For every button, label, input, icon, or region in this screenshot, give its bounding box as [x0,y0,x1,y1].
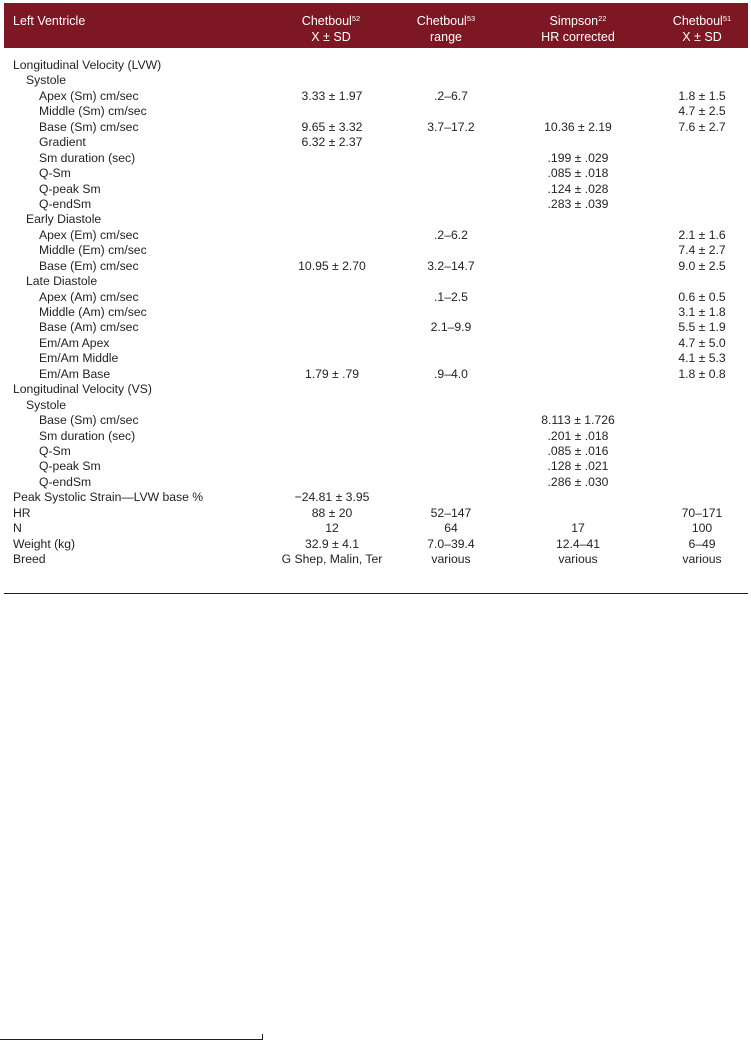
value-cell: 4.7 ± 2.5 [678,104,726,119]
value-cell: 4.7 ± 5.0 [678,335,726,350]
header-subtitle: X ± SD [311,30,351,44]
value-cell: 1.8 ± 0.8 [678,366,726,381]
value-cell: .199 ± .029 [547,150,609,165]
value-cell: 6.32 ± 2.37 [301,135,363,150]
table-row [4,104,748,119]
row-label: Q-Sm [39,443,71,458]
row-label: Peak Systolic Strain—LVW base % [13,490,204,505]
value-cell: 52–147 [430,505,472,520]
value-cell: 1.79 ± .79 [304,366,360,381]
row-label: Em/Am Base [39,366,111,381]
table-row [4,259,748,274]
row-label: Weight (kg) [13,536,76,551]
row-label: N [13,521,22,536]
table-row [4,243,748,258]
header-cell-chetboul-51 [656,13,748,45]
row-label: Sm duration (sec) [39,428,136,443]
row-label: Q-endSm [39,196,92,211]
value-cell: .1–2.5 [434,289,468,304]
crop-mark [0,1039,262,1040]
table-row [4,552,748,584]
header-subtitle: range [430,30,462,44]
value-cell: .085 ± .018 [547,166,609,181]
header-title: Chetboul [301,14,352,28]
value-cell: .286 ± .030 [547,474,609,489]
value-cell: 6–49 [688,536,716,551]
value-cell: 2.1 ± 1.6 [678,227,726,242]
table-row [4,459,748,474]
row-label: Gradient [39,135,86,150]
row-label: Breed [13,552,46,566]
value-cell: various [558,552,598,566]
value-cell: 10.95 ± 2.70 [298,258,366,273]
header-title: Chetboul [672,14,723,28]
table-row [4,197,748,212]
row-label: Middle (Em) cm/sec [39,243,147,258]
value-cell: .124 ± .028 [547,181,609,196]
value-cell: 70–171 [681,505,723,520]
value-cell: .201 ± .018 [547,428,609,443]
table-row [4,382,748,397]
table-row [4,413,748,428]
row-label: Longitudinal Velocity (VS) [13,382,152,397]
value-cell: 64 [444,521,458,536]
value-cell: .2–6.7 [434,88,468,103]
row-label: Apex (Am) cm/sec [39,289,139,304]
value-cell: G Shep, Malin, Ter [281,552,383,566]
table-row [4,58,748,73]
table-row [4,429,748,444]
table-row [4,135,748,150]
row-label: Sm duration (sec) [39,150,136,165]
table-row [4,166,748,181]
value-cell: 9.65 ± 3.32 [301,119,363,134]
row-label: Early Diastole [26,212,102,227]
row-label: Q-peak Sm [39,459,101,474]
table-row [4,290,748,305]
row-label: Q-Sm [39,166,71,181]
header-cell-chetboul-53 [392,13,500,45]
row-label: Middle (Am) cm/sec [39,305,147,319]
row-label: HR [13,505,31,520]
table-body [4,48,748,584]
table-row [4,521,748,536]
value-cell: various [431,552,471,566]
value-cell: 7.6 ± 2.7 [678,119,726,134]
value-cell: 0.6 ± 0.5 [678,289,726,304]
table-row [4,182,748,197]
value-cell: 17 [571,521,585,536]
value-cell: 3.33 ± 1.97 [301,88,363,103]
header-title: Chetboul [416,14,467,28]
header-ref: 53 [466,14,476,23]
row-label: Apex (Sm) cm/sec [39,88,139,103]
value-cell: 12.4–41 [555,536,601,551]
row-label: Systole [26,397,66,412]
table-row [4,537,748,552]
table-row [4,89,748,104]
header-subtitle: HR corrected [541,30,615,44]
table-row [4,367,748,382]
table-row [4,151,748,166]
value-cell: .128 ± .021 [547,459,609,474]
value-cell: .283 ± .039 [547,196,609,211]
value-cell: 7.0–39.4 [427,536,475,551]
row-label: Base (Sm) cm/sec [39,413,139,428]
header-subtitle: X ± SD [682,30,722,44]
table-row [4,73,748,88]
row-label: Longitudinal Velocity (LVW) [13,58,162,72]
table-row [4,398,748,413]
value-cell: 5.5 ± 1.9 [678,320,726,335]
value-cell: 12 [325,521,339,536]
row-label: Late Diastole [26,274,98,289]
value-cell: 9.0 ± 2.5 [678,258,726,273]
table-row [4,475,748,490]
row-label: Base (Am) cm/sec [39,320,139,335]
value-cell: various [682,552,722,566]
data-table [4,3,748,584]
header-cell-simpson-22 [506,13,650,45]
value-cell: 10.36 ± 2.19 [544,119,612,134]
value-cell: 1.8 ± 1.5 [678,88,726,103]
value-cell: 3.2–14.7 [427,258,475,273]
value-cell: 3.1 ± 1.8 [678,305,726,319]
table-row [4,320,748,335]
row-label: Q-endSm [39,474,92,489]
row-label: Base (Sm) cm/sec [39,119,139,134]
table-row [4,305,748,320]
row-label: Systole [26,73,66,88]
table-row [4,212,748,227]
table-row [4,351,748,366]
table-row [4,506,748,521]
value-cell: 88 ± 20 [311,505,353,520]
table-row [4,490,748,505]
value-cell: −24.81 ± 3.95 [294,490,370,505]
row-label: Q-peak Sm [39,181,101,196]
value-cell: 4.1 ± 5.3 [678,351,726,366]
value-cell: .085 ± .016 [547,443,609,458]
value-cell: 8.113 ± 1.726 [541,413,615,428]
table-row [4,274,748,289]
crop-mark [262,1034,263,1040]
row-label: Middle (Sm) cm/sec [39,104,147,119]
header-ref: 52 [351,14,361,23]
table-row [4,444,748,459]
table-row [4,336,748,351]
header-cell-left-ventricle: Left Ventricle [13,14,86,28]
header-ref: 51 [722,14,732,23]
header-cell-chetboul-52 [274,13,388,45]
table-row [4,120,748,135]
table-bottom-rule [4,593,748,594]
value-cell: .2–6.2 [434,227,468,242]
value-cell: 7.4 ± 2.7 [678,243,726,258]
value-cell: 2.1–9.9 [430,320,472,335]
value-cell: 3.7–17.2 [427,119,475,134]
value-cell: .9–4.0 [434,366,468,381]
header-title: Simpson [549,14,599,28]
row-label: Base (Em) cm/sec [39,258,139,273]
row-label: Apex (Em) cm/sec [39,227,139,242]
header-ref: 22 [598,14,607,23]
row-label: Em/Am Middle [39,351,119,366]
row-label: Em/Am Apex [39,335,110,350]
table-row [4,228,748,243]
value-cell: 100 [691,521,713,536]
table-header [4,3,748,48]
value-cell: 32.9 ± 4.1 [304,536,360,551]
